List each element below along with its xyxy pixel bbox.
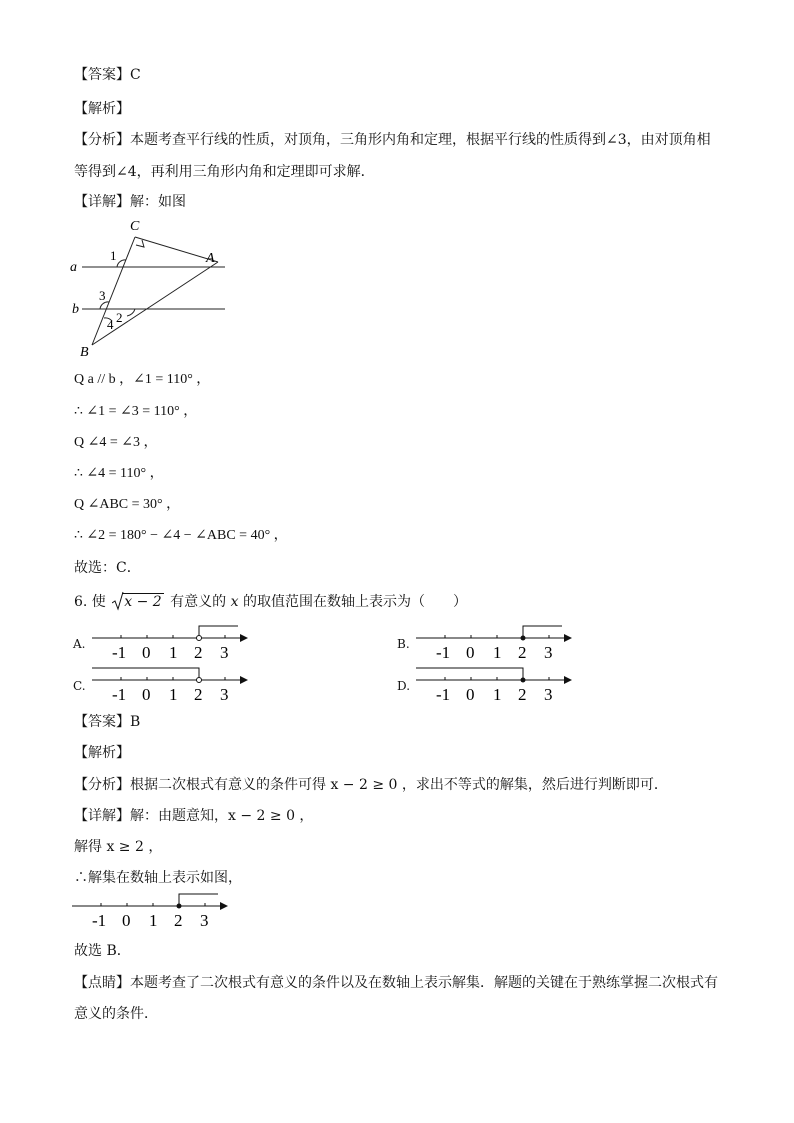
q6-represent: ∴解集在数轴上表示如图， bbox=[74, 870, 242, 886]
tick-label: 0 bbox=[122, 911, 131, 930]
tick-label: 1 bbox=[493, 685, 502, 704]
q5-detail: 【详解】解：如图 bbox=[74, 194, 186, 210]
solution-number-line bbox=[70, 890, 230, 932]
arrow-icon bbox=[240, 634, 248, 642]
q6-comment-line1: 【点睛】本题考查了二次根式有意义的条件以及在数轴上表示解集．解题的关键在于熟练掌握二次根式有 bbox=[74, 975, 718, 991]
tick-label: 1 bbox=[169, 643, 178, 662]
tick-label: -1 bbox=[112, 643, 127, 662]
tick-label: 1 bbox=[493, 643, 502, 662]
q5-analysis-line1: 【分析】本题考查平行线的性质，对顶角，三角形内角和定理，根据平行线的性质得到∠3，由对顶角相 bbox=[74, 132, 711, 148]
q5-answer: 【答案】C bbox=[74, 67, 141, 83]
option-c-label: C. bbox=[73, 679, 86, 693]
q6-comment-line2: 意义的条件． bbox=[74, 1006, 158, 1022]
label-1: 1 bbox=[110, 248, 117, 263]
tick-label: 3 bbox=[200, 911, 209, 930]
option-d-label: D. bbox=[397, 679, 411, 693]
q6-analysis: 【分析】根据二次根式有意义的条件可得 x − 2 ≥ 0 ，求出不等式的解集，然后进行判断即可． bbox=[74, 777, 668, 793]
tick-label: 2 bbox=[518, 643, 527, 662]
option-d-number-line bbox=[414, 664, 574, 706]
label-4: 4 bbox=[107, 317, 114, 332]
q5-step-3: Q ∠4 = ∠3 ， bbox=[74, 435, 158, 450]
q5-step-1: Q a // b ，∠1 = 110° ， bbox=[74, 372, 211, 387]
tick-label: -1 bbox=[92, 911, 107, 930]
range-bracket bbox=[523, 626, 562, 638]
arrow-icon bbox=[564, 676, 572, 684]
q5-step-6: ∴ ∠2 = 180° − ∠4 − ∠ABC = 40° ， bbox=[74, 528, 288, 543]
label-b: b bbox=[72, 302, 79, 317]
arrow-icon bbox=[240, 676, 248, 684]
range-bracket bbox=[179, 894, 218, 906]
tick-label: 3 bbox=[220, 643, 229, 662]
q6-detail: 【详解】解：由题意知，x − 2 ≥ 0 ， bbox=[74, 808, 314, 824]
option-b-label: B. bbox=[397, 637, 410, 651]
open-point-icon bbox=[197, 678, 202, 683]
option-c-number-line bbox=[90, 664, 250, 706]
right-angle-mark bbox=[136, 240, 144, 247]
q6-answer: 【答案】B bbox=[74, 714, 141, 730]
option-a-label: A. bbox=[73, 637, 86, 651]
q5-analysis-heading: 【解析】 bbox=[74, 101, 130, 117]
option-b-number-line bbox=[414, 622, 574, 664]
solid-point-icon bbox=[521, 678, 526, 683]
tick-label: 2 bbox=[174, 911, 183, 930]
sqrt-expression bbox=[112, 593, 163, 611]
label-A: A bbox=[206, 251, 215, 266]
radical-sign-icon bbox=[112, 591, 124, 611]
open-point-icon bbox=[197, 636, 202, 641]
tick-label: 0 bbox=[466, 643, 475, 662]
tick-label: -1 bbox=[112, 685, 127, 704]
q6-suffix: 的取值范围在数轴上表示为（ ） bbox=[242, 594, 467, 610]
tick-label: 3 bbox=[544, 685, 553, 704]
option-a-number-line bbox=[90, 622, 250, 664]
triangle-figure bbox=[60, 212, 240, 362]
q5-step-2: ∴ ∠1 = ∠3 = 110° ， bbox=[74, 404, 198, 419]
angle-2-arc bbox=[127, 309, 135, 316]
tick-label: 0 bbox=[466, 685, 475, 704]
q5-step-5: Q ∠ABC = 30° ， bbox=[74, 497, 181, 512]
arrow-icon bbox=[564, 634, 572, 642]
tick-label: 3 bbox=[220, 685, 229, 704]
q6-solve: 解得 x ≥ 2 ， bbox=[74, 839, 163, 855]
side-AB bbox=[92, 262, 218, 345]
tick-label: -1 bbox=[436, 643, 451, 662]
q6-question bbox=[74, 593, 467, 611]
q6-choose: 故选 B． bbox=[74, 943, 131, 959]
q6-mid: 有意义的 bbox=[170, 594, 227, 610]
tick-label: 2 bbox=[194, 643, 203, 662]
tick-label: 0 bbox=[142, 643, 151, 662]
range-bracket bbox=[416, 668, 523, 680]
q6-analysis-heading: 【解析】 bbox=[74, 745, 130, 761]
q5-analysis-line2: 等得到∠4，再利用三角形内角和定理即可求解． bbox=[74, 164, 375, 180]
tick-label: 1 bbox=[149, 911, 158, 930]
tick-label: 1 bbox=[169, 685, 178, 704]
tick-label: 2 bbox=[194, 685, 203, 704]
q6-variable: x bbox=[230, 594, 239, 610]
label-3: 3 bbox=[99, 288, 106, 303]
tick-label: -1 bbox=[436, 685, 451, 704]
range-bracket bbox=[92, 668, 199, 680]
tick-label: 3 bbox=[544, 643, 553, 662]
label-B: B bbox=[80, 345, 89, 360]
tick-label: 2 bbox=[518, 685, 527, 704]
q6-prefix: 6. 使 bbox=[74, 594, 106, 610]
label-a: a bbox=[70, 260, 77, 275]
q5-step-4: ∴ ∠4 = 110° ， bbox=[74, 466, 164, 481]
solid-point-icon bbox=[177, 904, 182, 909]
arrow-icon bbox=[220, 902, 228, 910]
label-C: C bbox=[130, 219, 140, 234]
tick-label: 0 bbox=[142, 685, 151, 704]
q5-choose: 故选：C． bbox=[74, 560, 141, 576]
label-2: 2 bbox=[116, 310, 123, 325]
solid-point-icon bbox=[521, 636, 526, 641]
range-bracket bbox=[199, 626, 238, 638]
sqrt-radicand: x − 2 bbox=[124, 594, 162, 610]
